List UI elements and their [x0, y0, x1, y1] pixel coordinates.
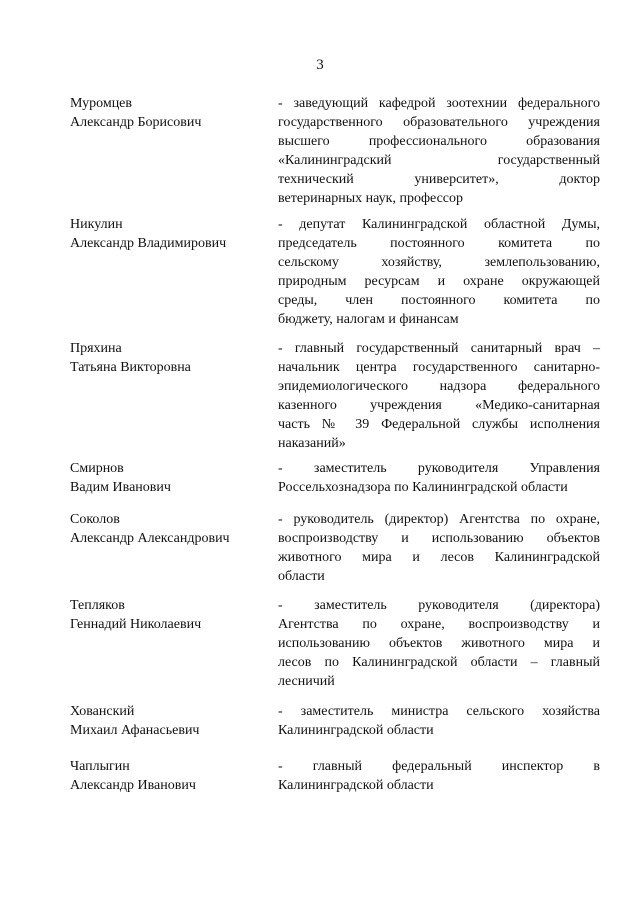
member-position	[278, 702, 600, 740]
member-name	[70, 459, 270, 497]
position-line: председатель постоянного комитета по	[278, 236, 600, 251]
member-given-names: Александр Александрович	[70, 531, 230, 546]
position-line: казенного учреждения «Медико-санитарная	[278, 398, 600, 413]
position-line: лесничий	[278, 674, 335, 689]
position-line: - заведующий кафедрой зоотехнии федерального	[278, 96, 600, 111]
position-line: сельскому хозяйству, землепользованию,	[278, 255, 600, 270]
member-name	[70, 339, 270, 377]
member-given-names: Александр Иванович	[70, 778, 196, 793]
member-surname: Тепляков	[70, 598, 125, 613]
position-line: наказаний»	[278, 436, 346, 451]
page-number: 3	[316, 57, 324, 73]
member-position	[278, 459, 600, 497]
position-line: бюджету, налогам и финансам	[278, 312, 459, 327]
position-line: начальник центра государственного санитарно-	[278, 360, 600, 375]
position-line: - заместитель руководителя Управления	[278, 461, 600, 476]
position-line: Россельхознадзора по Калининградской области	[278, 480, 568, 495]
position-line: - заместитель министра сельского хозяйства	[278, 704, 600, 719]
member-position	[278, 339, 600, 453]
member-position	[278, 215, 600, 329]
position-line: государственного образовательного учреждения	[278, 115, 600, 130]
member-surname: Смирнов	[70, 461, 124, 476]
position-line: лесов по Калининградской области – главный	[278, 655, 600, 670]
position-line: технический университет», доктор	[278, 172, 600, 187]
position-line: эпидемиологического надзора федерального	[278, 379, 600, 394]
member-name	[70, 94, 270, 132]
member-given-names: Александр Владимирович	[70, 236, 227, 251]
member-given-names: Геннадий Николаевич	[70, 617, 202, 632]
member-surname: Пряхина	[70, 341, 122, 356]
member-name	[70, 596, 270, 634]
member-name	[70, 510, 270, 548]
position-line: области	[278, 569, 325, 584]
position-line: - руководитель (директор) Агентства по охране,	[278, 512, 600, 527]
position-line: ветеринарных наук, профессор	[278, 191, 464, 206]
position-line: «Калининградский государственный	[278, 153, 600, 168]
member-surname: Хованский	[70, 704, 135, 719]
position-line: Агентства по охране, воспроизводству и	[278, 617, 600, 632]
member-position	[278, 757, 600, 795]
position-line: - главный федеральный инспектор в	[278, 759, 600, 774]
member-position	[278, 510, 600, 586]
member-name	[70, 702, 270, 740]
position-line: среды, член постоянного комитета по	[278, 293, 600, 308]
position-line: животного мира и лесов Калининградской	[278, 550, 600, 565]
position-line: - депутат Калининградской областной Думы,	[278, 217, 600, 232]
position-line: природным ресурсам и охране окружающей	[278, 274, 600, 289]
member-position	[278, 596, 600, 691]
position-line: - главный государственный санитарный врач –	[278, 341, 600, 356]
member-given-names: Вадим Иванович	[70, 480, 171, 495]
member-given-names: Александр Борисович	[70, 115, 202, 130]
member-surname: Соколов	[70, 512, 120, 527]
member-given-names: Татьяна Викторовна	[70, 360, 191, 375]
position-line: воспроизводству и использованию объектов	[278, 531, 600, 546]
member-name	[70, 757, 270, 795]
position-line: использованию объектов животного мира и	[278, 636, 600, 651]
position-line: часть № 39 Федеральной службы исполнения	[278, 417, 600, 432]
member-given-names: Михаил Афанасьевич	[70, 723, 200, 738]
position-line: Калининградской области	[278, 723, 434, 738]
position-line: высшего профессионального образования	[278, 134, 600, 149]
member-surname: Никулин	[70, 217, 123, 232]
member-name	[70, 215, 270, 253]
member-position	[278, 94, 600, 208]
position-line: - заместитель руководителя (директора)	[278, 598, 600, 613]
member-surname: Муромцев	[70, 96, 133, 111]
member-surname: Чаплыгин	[70, 759, 130, 774]
position-line: Калининградской области	[278, 778, 434, 793]
